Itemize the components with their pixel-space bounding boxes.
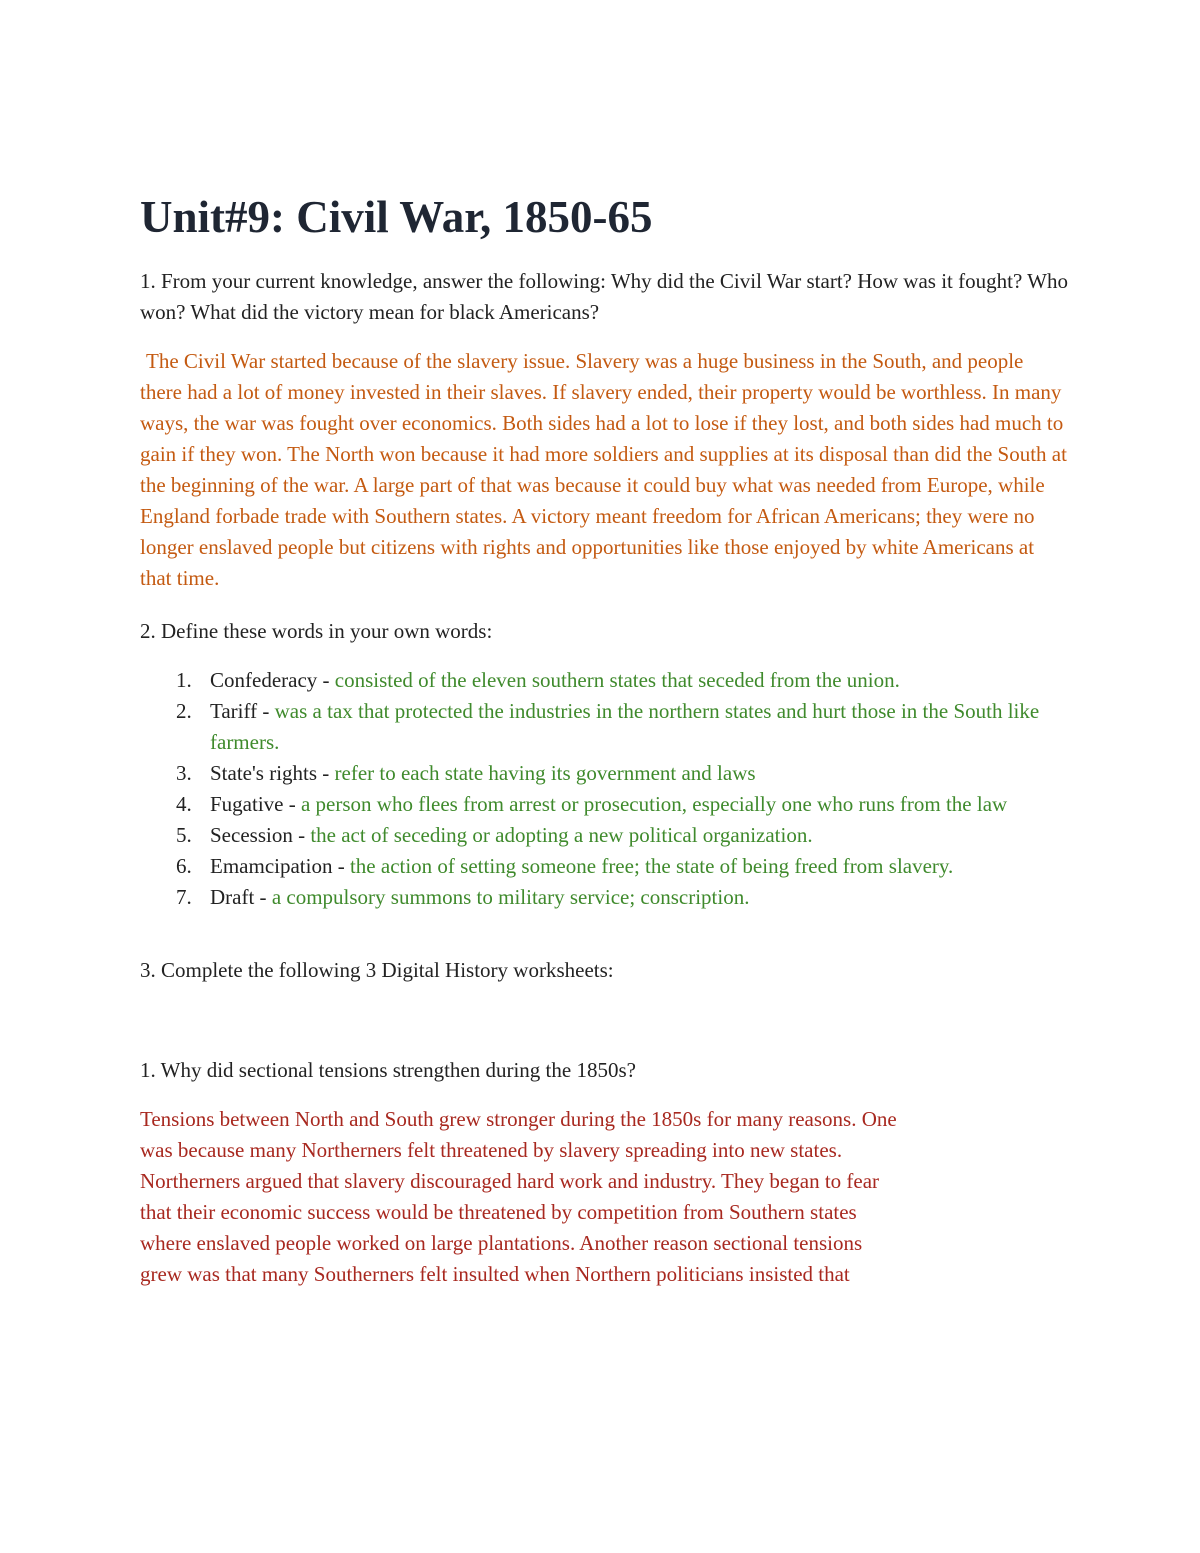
- answer-1: The Civil War started because of the slavery issue. Slavery was a huge business in the South, and people there had a lot of money invested in their slaves. If slavery ended, their property would be worthless. In many ways, the war was fought over economics. Both sides had a lot to lose if they lost, and both sides had much to gain if they won. The North won because it had more soldiers and supplies at its disposal than did the South at the beginning of the war. A large part of that was because it could buy what was needed from Europe, while England forbade trade with Southern states. A victory meant freedom for African Americans; they were no longer enslaved people but citizens with rights and opportunities like those enjoyed by white Americans at that time.: [140, 349, 1067, 590]
- answer-line: Northerners argued that slavery discouraged hard work and industry. They began to fear: [140, 1169, 880, 1193]
- answer-3-1: [140, 1104, 1070, 1290]
- definition-term: Tariff -: [210, 699, 275, 723]
- question-3-1: 1. Why did sectional tensions strengthen during the 1850s?: [140, 1058, 636, 1082]
- page-title: Unit#9: Civil War, 1850-65: [140, 192, 653, 242]
- answer-line: was because many Northerners felt threatened by slavery spreading into new states.: [140, 1138, 843, 1162]
- definition-item: [140, 696, 1070, 758]
- definition-text: a person who flees from arrest or prosecution, especially one who runs from the law: [300, 792, 1008, 816]
- answer-line: where enslaved people worked on large plantations. Another reason sectional tensions: [140, 1231, 863, 1255]
- definitions-list: [140, 665, 1070, 913]
- definition-term: Fugative -: [210, 792, 301, 816]
- list-number: 6.: [176, 854, 192, 878]
- list-number: 4.: [176, 792, 192, 816]
- definition-item: [140, 789, 1070, 820]
- list-number: 5.: [176, 823, 192, 847]
- answer-line: grew was that many Southerners felt insulted when Northern politicians insisted that: [140, 1262, 850, 1286]
- definition-item: [140, 882, 1070, 913]
- definition-item: [140, 820, 1070, 851]
- answer-line: that their economic success would be threatened by competition from Southern states: [140, 1200, 857, 1224]
- definition-term: Emamcipation -: [210, 854, 350, 878]
- list-number: 2.: [176, 699, 192, 723]
- definition-text: consisted of the eleven southern states that seceded from the union.: [334, 668, 900, 692]
- list-number: 3.: [176, 761, 192, 785]
- definition-term: Draft -: [210, 885, 272, 909]
- question-1: 1. From your current knowledge, answer the following: Why did the Civil War start? How was it fought? Who won? What did the victory mean for black Americans?: [140, 269, 1068, 324]
- definition-text: a compulsory summons to military service; conscription.: [271, 885, 750, 909]
- definition-term: State's rights -: [210, 761, 335, 785]
- document-page: [140, 190, 1070, 1290]
- list-number: 1.: [176, 668, 192, 692]
- definition-term: Confederacy -: [210, 668, 335, 692]
- definition-item: [140, 851, 1070, 882]
- definition-text: was a tax that protected the industries in the northern states and hurt those in the South like farmers.: [210, 699, 1040, 754]
- definition-text: refer to each state having its government and laws: [334, 761, 756, 785]
- question-3: 3. Complete the following 3 Digital History worksheets:: [140, 958, 614, 982]
- definition-text: the action of setting someone free; the state of being freed from slavery.: [349, 854, 954, 878]
- definition-term: Secession -: [210, 823, 311, 847]
- definition-text: the act of seceding or adopting a new political organization.: [310, 823, 813, 847]
- list-number: 7.: [176, 885, 192, 909]
- question-2: 2. Define these words in your own words:: [140, 619, 493, 643]
- answer-line: Tensions between North and South grew stronger during the 1850s for many reasons. One: [140, 1107, 897, 1131]
- definition-item: [140, 665, 1070, 696]
- definition-item: [140, 758, 1070, 789]
